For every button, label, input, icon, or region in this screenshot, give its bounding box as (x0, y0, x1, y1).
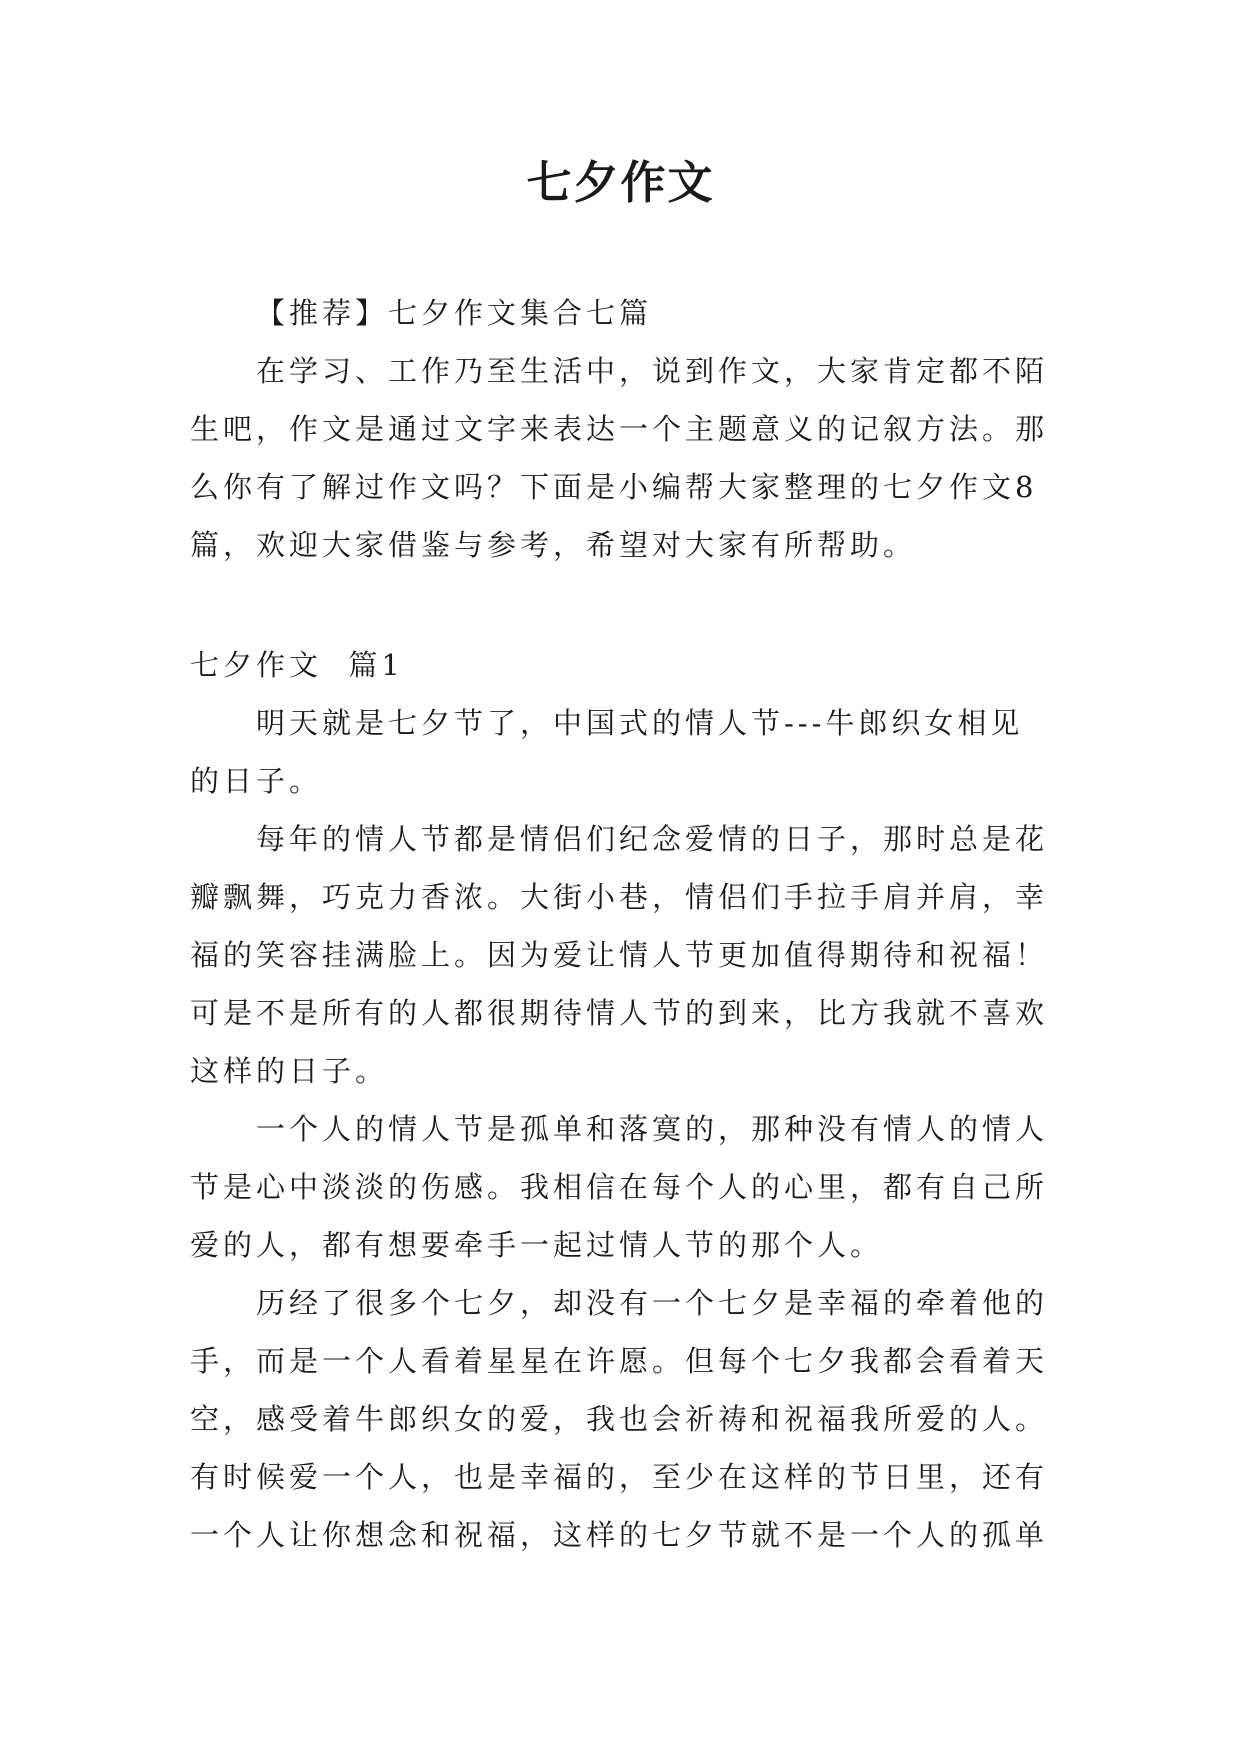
paragraph-line: 节是心中淡淡的伤感。我相信在每个人的心里，都有自己所 (190, 1170, 1049, 1204)
paragraph-line: 有时候爱一个人，也是幸福的，至少在这样的节日里，还有 (190, 1460, 1049, 1494)
paragraph-line: 爱的人，都有想要牵手一起过情人节的那个人。 (190, 1228, 884, 1262)
intro-section (190, 284, 1070, 574)
paragraph-line: 手，而是一个人看着星星在许愿。但每个七夕我都会看着天 (190, 1344, 1049, 1378)
paragraph-line: 的日子。 (190, 764, 323, 798)
paragraph-line: 这样的日子。 (190, 1054, 389, 1088)
section-heading: 七夕作文 篇1 (190, 648, 404, 682)
intro-line: 生吧，作文是通过文字来表达一个主题意义的记叙方法。那 (190, 412, 1049, 446)
paragraph-line: 一个人的情人节是孤单和落寞的，那种没有情人的情人 (256, 1112, 1049, 1146)
intro-line: 篇，欢迎大家借鉴与参考，希望对大家有所帮助。 (190, 528, 917, 562)
paragraph-line: 可是不是所有的人都很期待情人节的到来，比方我就不喜欢 (190, 996, 1049, 1030)
paragraph-line: 一个人让你想念和祝福，这样的七夕节就不是一个人的孤单 (190, 1518, 1049, 1552)
essay-section (190, 636, 1070, 1564)
paragraph-line: 明天就是七夕节了，中国式的情人节---牛郎织女相见 (256, 706, 1024, 740)
paragraph-line: 瓣飘舞，巧克力香浓。大街小巷，情侣们手拉手肩并肩，幸 (190, 880, 1049, 914)
paragraph-line: 空，感受着牛郎织女的爱，我也会祈祷和祝福我所爱的人。 (190, 1402, 1049, 1436)
paragraph-line: 福的笑容挂满脸上。因为爱让情人节更加值得期待和祝福！ (190, 938, 1049, 972)
intro-line: 么你有了解过作文吗？下面是小编帮大家整理的七夕作文8 (190, 470, 1038, 504)
paragraph-line: 历经了很多个七夕，却没有一个七夕是幸福的牵着他的 (256, 1286, 1049, 1320)
paragraph-line: 每年的情人节都是情侣们纪念爱情的日子，那时总是花 (256, 822, 1049, 856)
subtitle: 【推荐】七夕作文集合七篇 (256, 296, 653, 330)
document-title: 七夕作文 (526, 156, 715, 209)
intro-line: 在学习、工作乃至生活中，说到作文，大家肯定都不陌 (256, 354, 1049, 388)
